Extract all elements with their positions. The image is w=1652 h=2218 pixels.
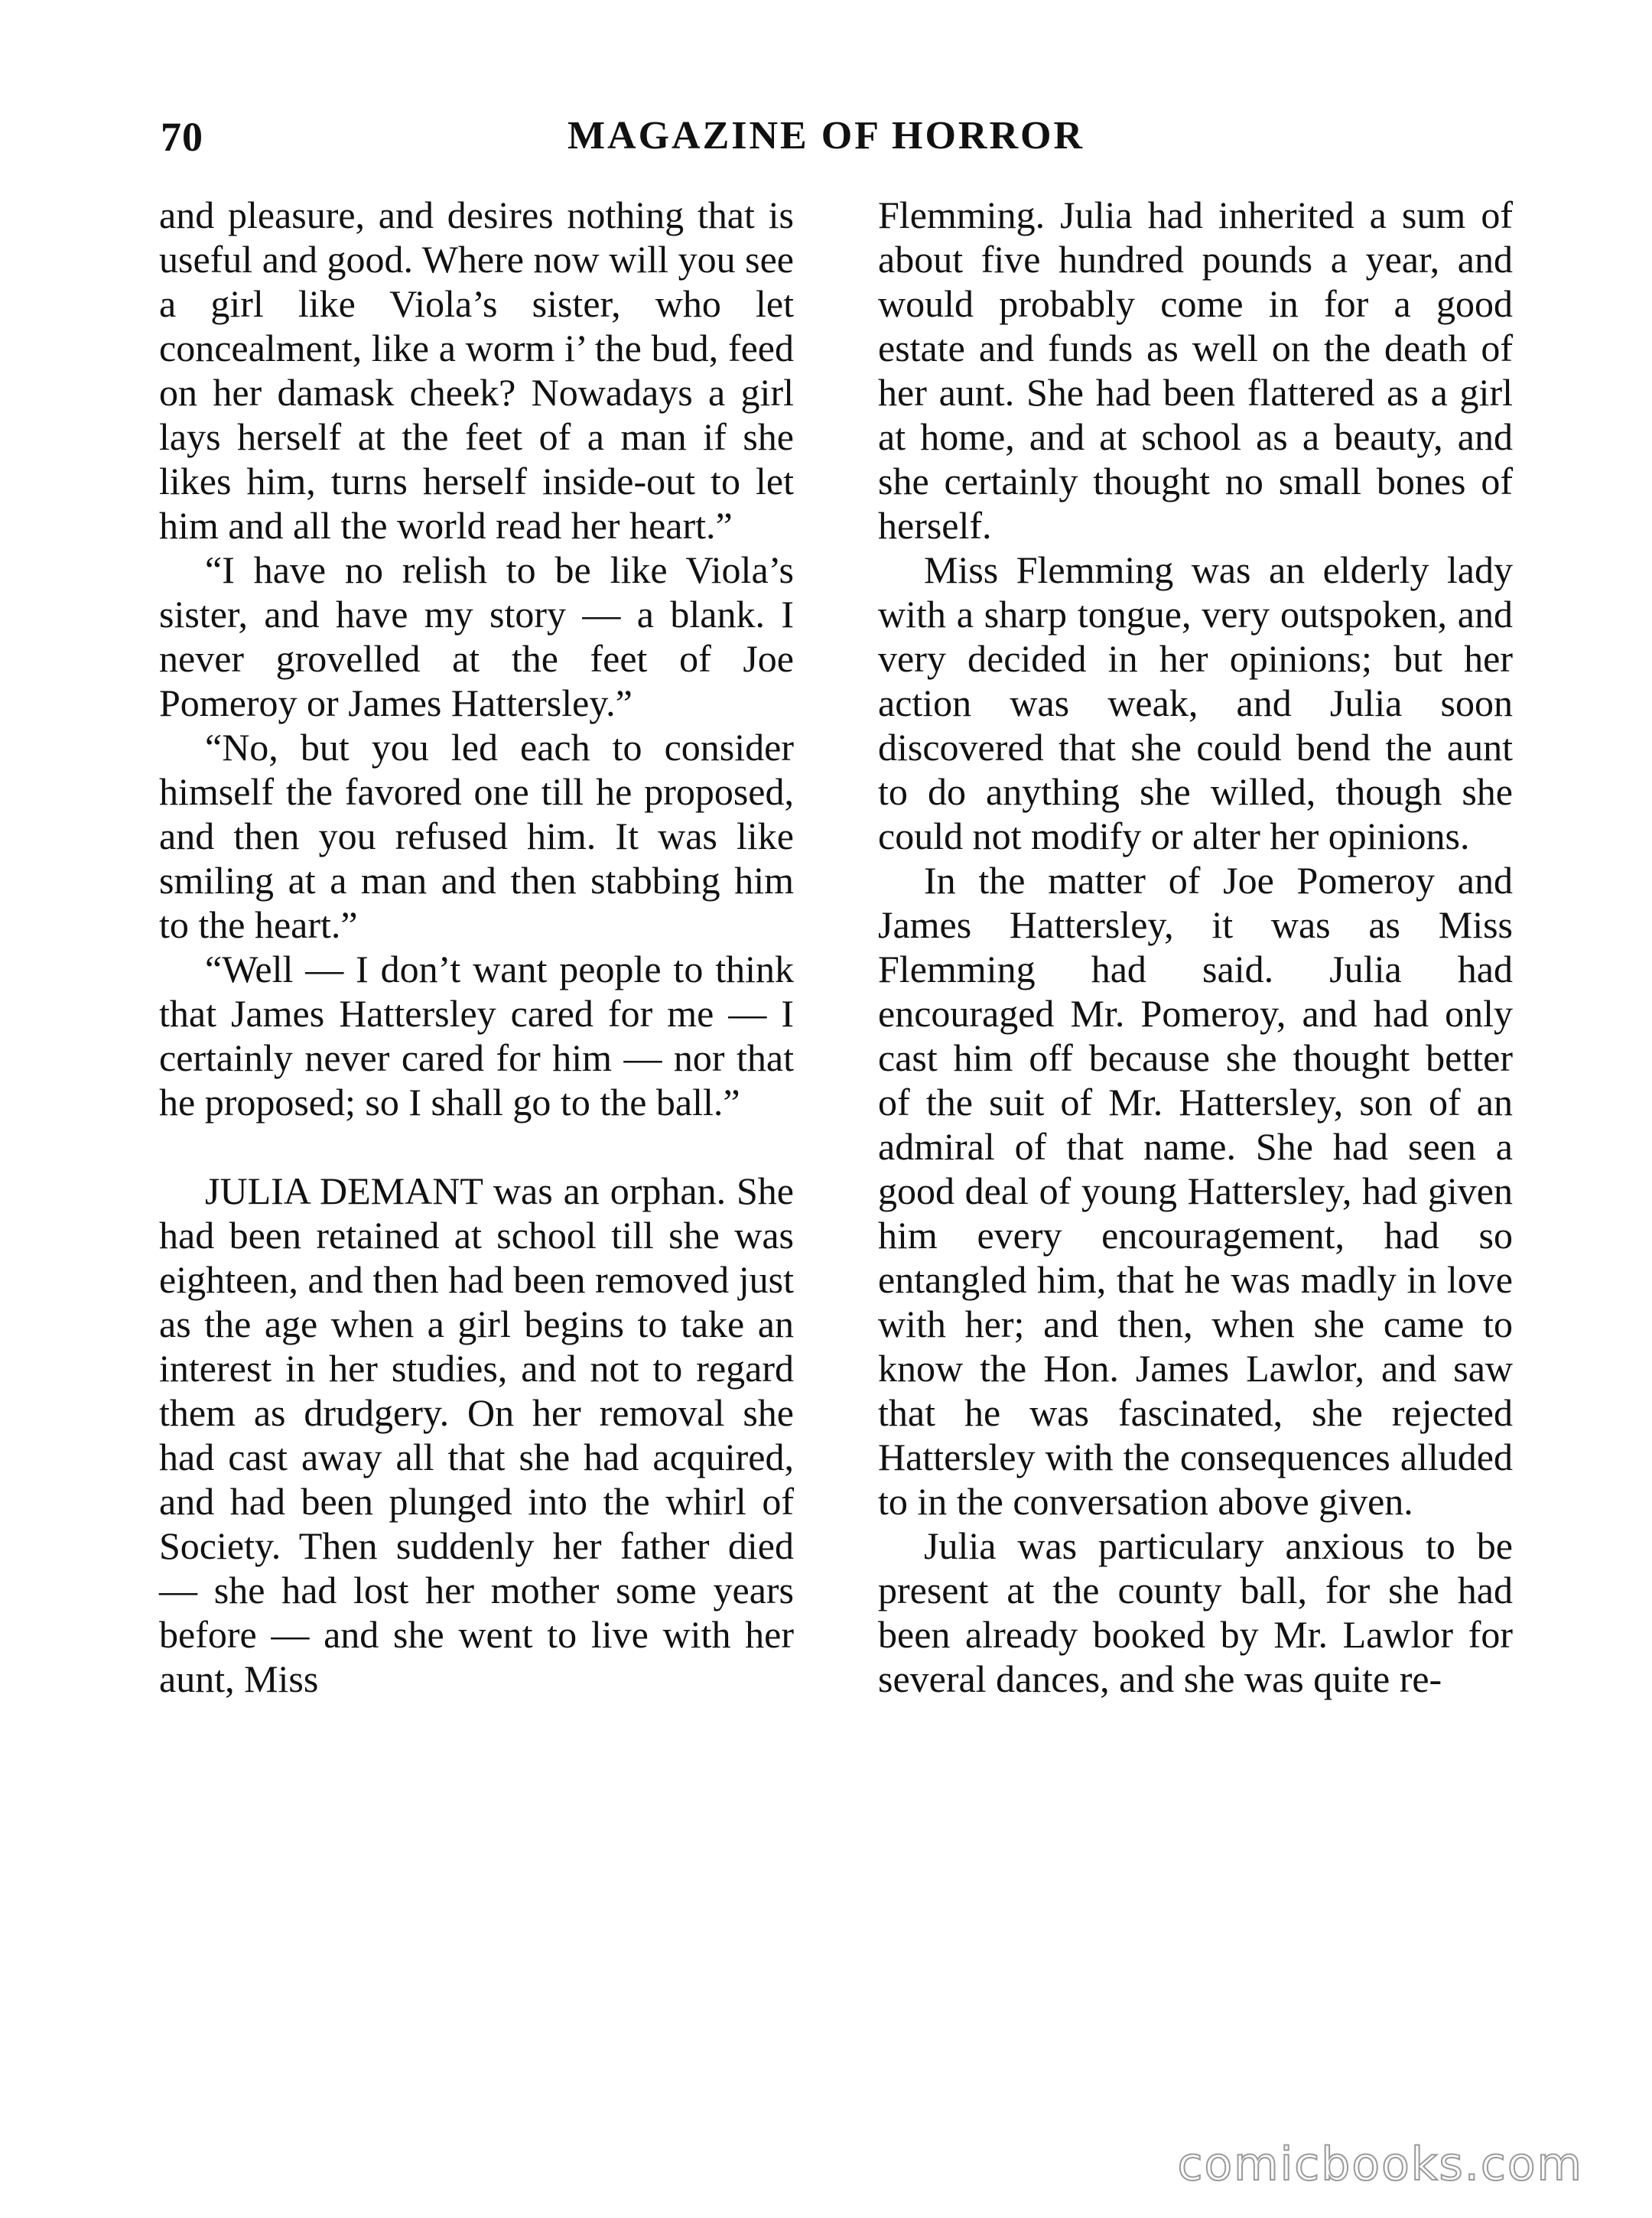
paragraph: “No, but you led each to consider himself the favored one till he proposed, and then you refused him. It was like smiling at a man and then stabbing him to the heart.”: [159, 726, 794, 946]
paragraph: and pleasure, and desires nothing that is useful and good. Where now will you see a girl like Viola’s sister, who let concealment, like a worm i’ the bud, feed on her damask cheek? Nowadays a girl lays herself at the feet of a man if she likes him, turns herself inside-out to let him and all the world read her heart.”: [159, 194, 794, 547]
paragraph: Miss Flemming was an elderly lady with a sharp tongue, very outspoken, and very decided in her opinions; but her action was weak, and Julia soon discovered that she could bend the aunt to do anything she willed, though she could not modify or alter her opinions.: [878, 548, 1513, 857]
running-title: MAGAZINE OF HORROR: [567, 114, 1085, 158]
page-number: 70: [161, 114, 203, 160]
right-column: [878, 193, 1513, 1701]
section-paragraph: JULIA DEMANT was an orphan. She had been retained at school till she was eighteen, and then had been removed just as the age when a girl begins to take an interest in her studies, and not to regard them as drudgery. On her removal she had cast away all that she had acquired, and had been plunged into the whirl of Society. Then suddenly her father died — she had lost her mother some years before — and she went to live with her aunt, Miss: [159, 1169, 794, 1700]
paragraph: Flemming. Julia had inherited a sum of about five hundred pounds a year, and would probably come in for a good estate and funds as well on the death of her aunt. She had been flattered as a girl at home, and at school as a beauty, and she certainly thought no small bones of herself.: [878, 194, 1513, 547]
paragraph: Julia was particulary anxious to be present at the county ball, for she had been already booked by Mr. Lawlor for several dances, and she was quite re-: [878, 1524, 1513, 1700]
paragraph: “I have no relish to be like Viola’s sister, and have my story — a blank. I never grovelled at the feet of Joe Pomeroy or James Hattersley.”: [159, 548, 794, 724]
paragraph: In the matter of Joe Pomeroy and James Hattersley, it was as Miss Flemming had said. Julia had encouraged Mr. Pomeroy, and had only cast him off because she thought better of the suit of Mr. Hattersley, son of an admiral of that name. She had seen a good deal of young Hattersley, had given him every encouragement, had so entangled him, that he was madly in love with her; and then, when she came to know the Hon. James Lawlor, and saw that he was fascinated, she rejected Hattersley with the consequences alluded to in the conversation above given.: [878, 859, 1513, 1523]
paragraph: “Well — I don’t want people to think that James Hattersley cared for me — I certainly never cared for him — nor that he proposed; so I shall go to the ball.”: [159, 948, 794, 1124]
watermark: comicbooks.com: [1177, 2138, 1583, 2191]
left-column: [159, 193, 794, 1701]
